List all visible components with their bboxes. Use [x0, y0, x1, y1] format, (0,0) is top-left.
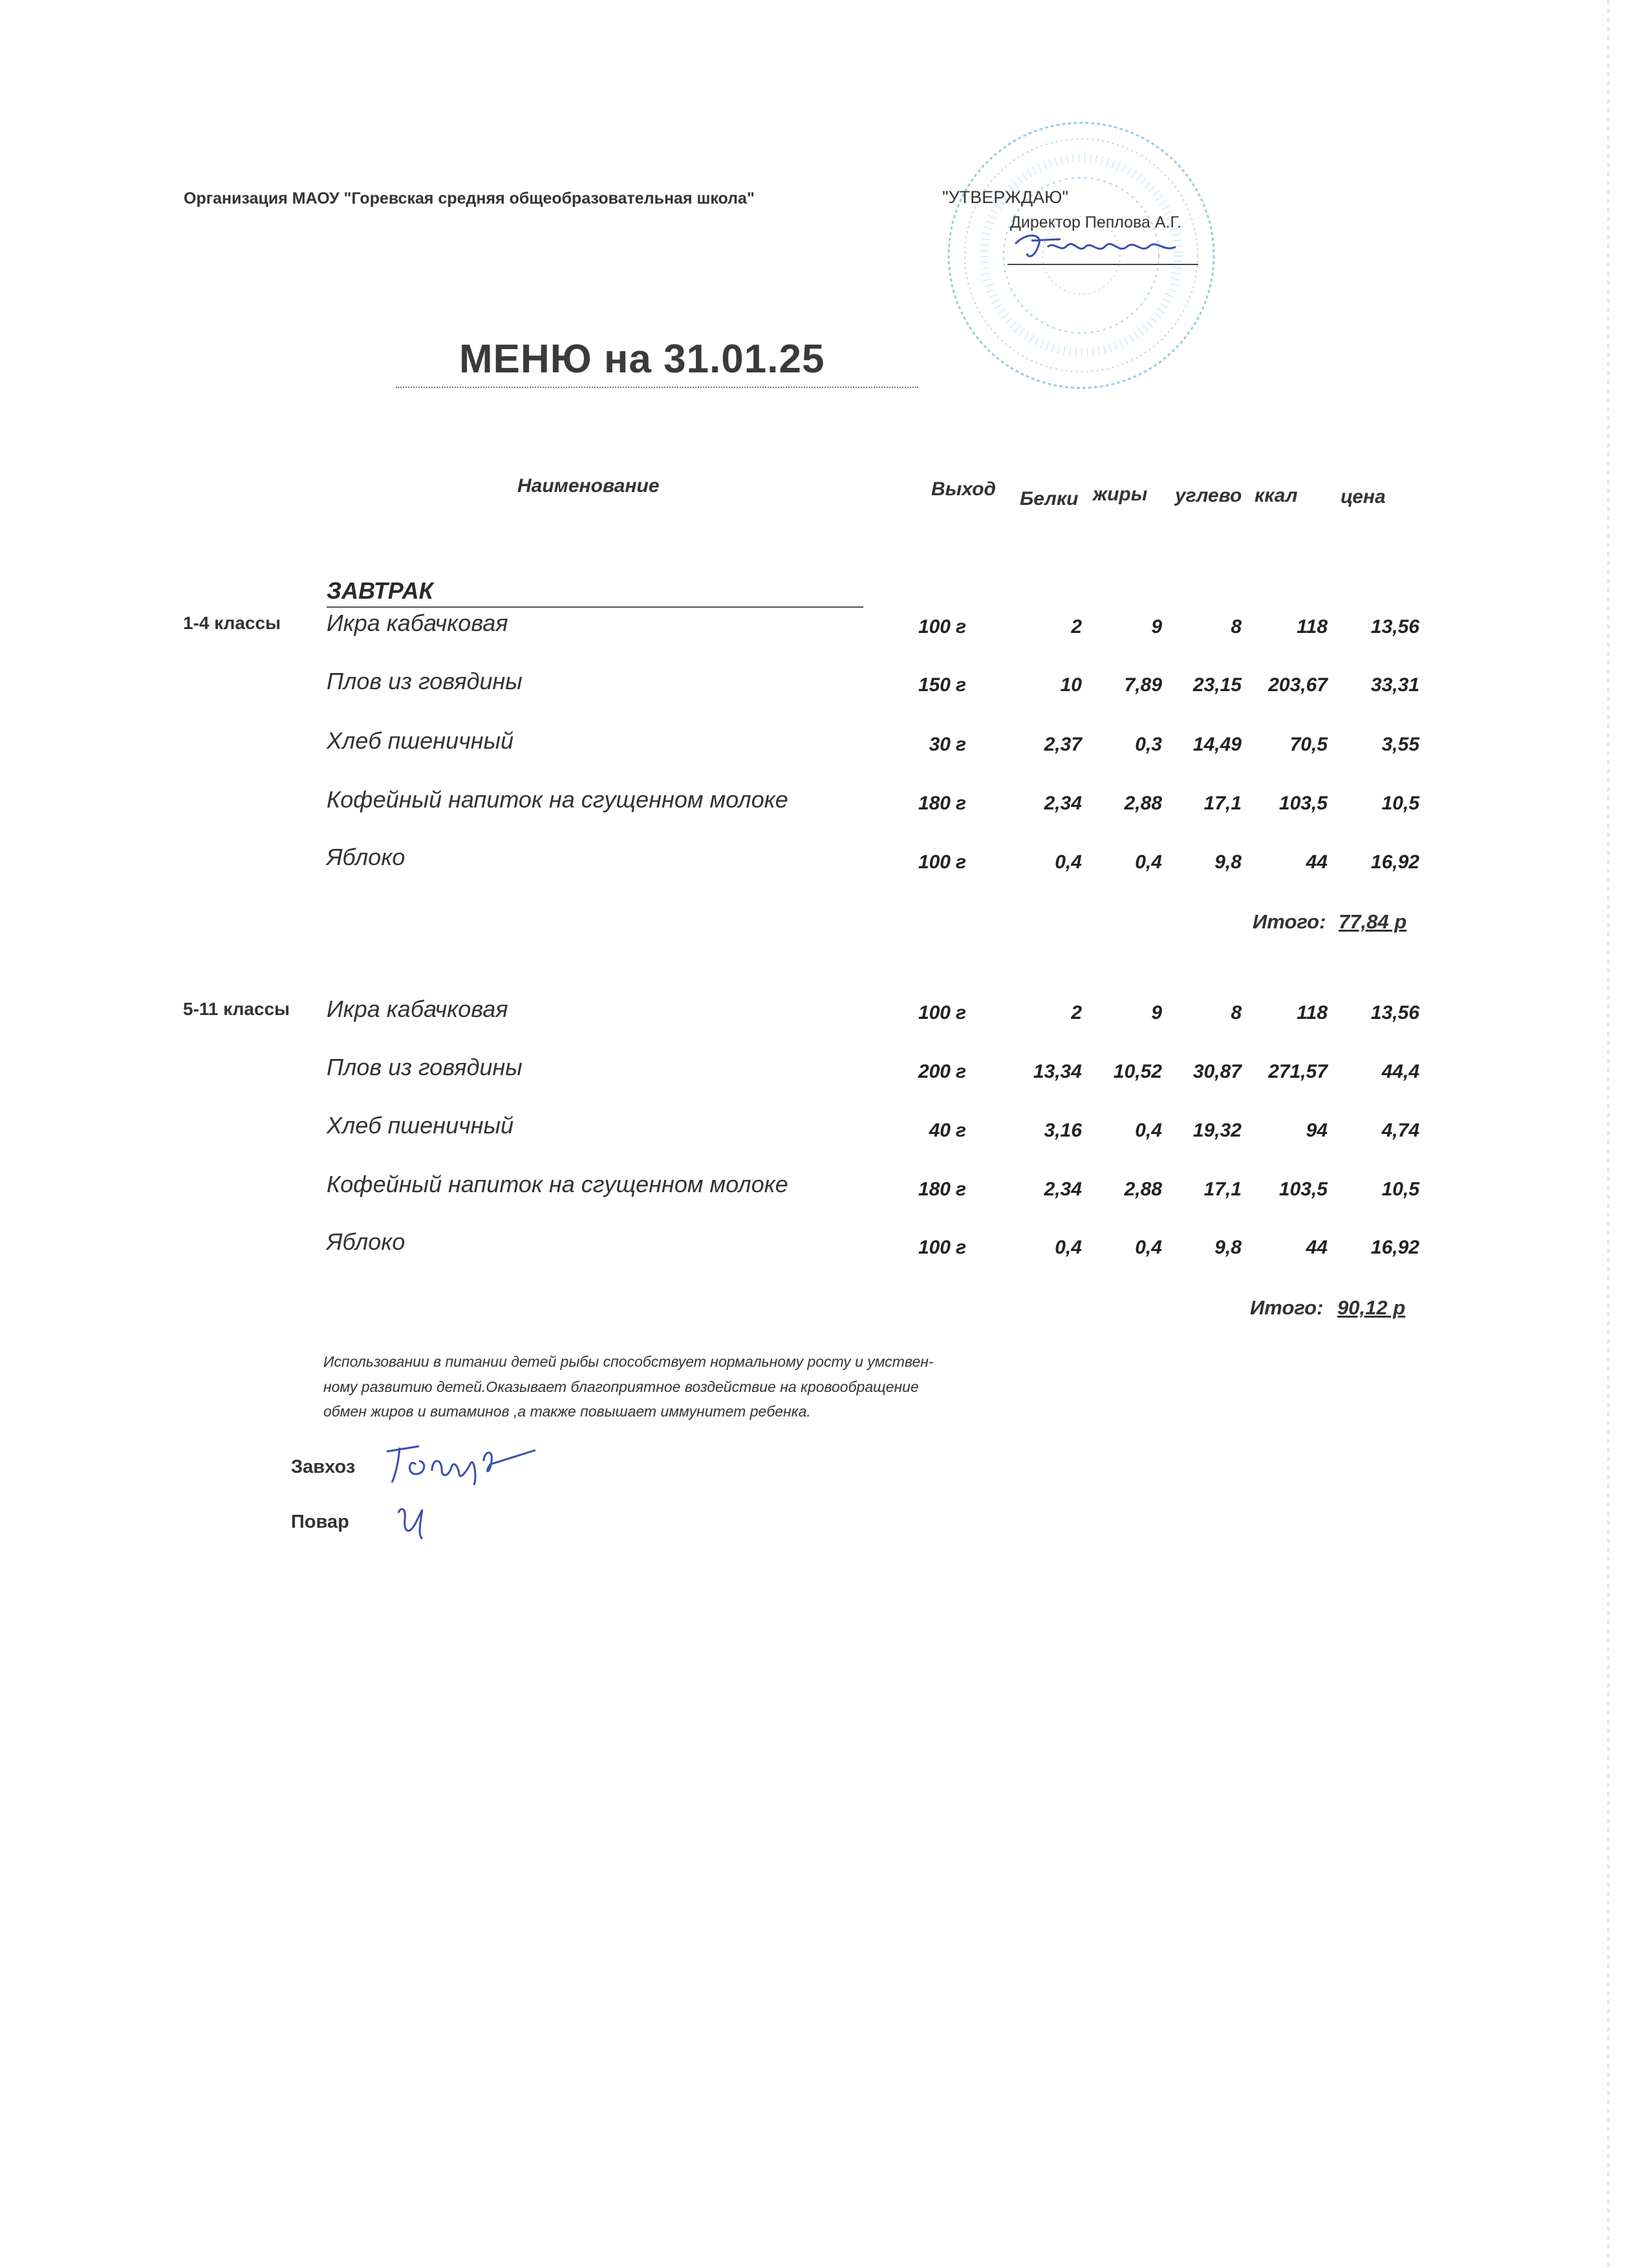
dish-protein: 13,34: [1033, 1061, 1082, 1082]
dish-unit: г: [956, 851, 967, 873]
dish-carbs: 9,8: [1214, 851, 1242, 873]
dish-protein: 2: [1071, 1002, 1082, 1023]
dish-carbs: 14,49: [1192, 734, 1242, 755]
column-header-output: Выход: [931, 478, 997, 500]
dish-amount: 100: [918, 1237, 951, 1258]
dish-fat: 7,89: [1124, 674, 1162, 696]
dish-carbs: 17,1: [1203, 793, 1242, 814]
dish-kcal: 103,5: [1278, 1179, 1328, 1200]
column-header-fat: жиры: [1093, 484, 1148, 505]
column-header-kcal: ккал: [1255, 485, 1298, 506]
dish-protein: 2,37: [1044, 734, 1082, 755]
dish-unit: г: [956, 1061, 967, 1082]
dish-unit: г: [956, 734, 967, 755]
dish-fat: 0,3: [1135, 734, 1162, 755]
dish-price: 44,4: [1381, 1061, 1419, 1082]
total-label: Итого:: [1253, 910, 1326, 933]
dish-amount: 200: [918, 1061, 951, 1082]
dish-amount: 100: [918, 851, 951, 873]
page-title: МЕНЮ на 31.01.25: [459, 337, 825, 381]
storekeeper-signature: [380, 1439, 561, 1490]
dish-name: Кофейный напиток на сгущенном молоке: [327, 1171, 788, 1197]
dish-kcal: 118: [1297, 616, 1328, 637]
dish-kcal: 103,5: [1278, 793, 1328, 814]
column-header-carbs: углево: [1175, 485, 1242, 506]
dish-price: 13,56: [1370, 616, 1419, 637]
dish-price: 13,56: [1370, 1002, 1419, 1023]
dish-name: Яблоко: [327, 844, 405, 870]
column-header-name: Наименование: [517, 475, 660, 497]
dish-unit: г: [956, 616, 967, 637]
dish-unit: г: [956, 1179, 967, 1200]
dish-protein: 3,16: [1044, 1120, 1082, 1141]
dish-name: Плов из говядины: [327, 1054, 523, 1080]
dish-fat: 0,4: [1135, 1237, 1162, 1258]
dish-fat: 0,4: [1135, 1120, 1162, 1141]
dish-amount: 30: [929, 734, 951, 755]
director-label: Директор Пеплова А.Г.: [1010, 213, 1181, 231]
total-label: Итого:: [1250, 1296, 1324, 1319]
dish-protein: 10: [1060, 674, 1082, 696]
cook-label: Повар: [291, 1512, 349, 1532]
dish-name: Плов из говядины: [327, 668, 523, 694]
dish-fat: 10,52: [1113, 1061, 1162, 1082]
dish-kcal: 44: [1306, 851, 1328, 873]
dish-fat: 2,88: [1124, 1179, 1162, 1200]
group-label-5-11: 5-11 классы: [183, 999, 290, 1019]
dish-name: Кофейный напиток на сгущенном молоке: [327, 786, 788, 813]
dish-name: Икра кабачковая: [327, 996, 508, 1022]
scan-edge: [1607, 0, 1610, 2268]
note-line: обмен жиров и витаминов ,а также повышает иммунитет ребенка.: [323, 1403, 811, 1420]
dish-amount: 180: [918, 1179, 951, 1200]
director-signature-line: [1008, 264, 1198, 265]
dish-unit: г: [956, 674, 967, 696]
dish-name: Яблоко: [327, 1228, 405, 1255]
dish-fat: 0,4: [1135, 851, 1162, 873]
note-line: Использовании в питании детей рыбы способствует нормальному росту и умствен-: [323, 1353, 934, 1370]
dish-kcal: 271,57: [1268, 1061, 1328, 1082]
dish-protein: 2: [1071, 616, 1082, 637]
dish-amount: 40: [929, 1120, 951, 1141]
dish-name: Икра кабачковая: [327, 610, 508, 636]
total-value: 77,84 р: [1339, 910, 1407, 933]
dish-carbs: 23,15: [1192, 674, 1242, 696]
dish-carbs: 19,32: [1192, 1120, 1242, 1141]
note-line: ному развитию детей.Оказывает благоприятное воздействие на кровообращение: [323, 1378, 919, 1395]
dish-price: 16,92: [1370, 1237, 1419, 1258]
dish-price: 10,5: [1381, 793, 1419, 814]
dish-kcal: 203,67: [1268, 674, 1328, 696]
organization-label: Организация МАОУ "Горевская средняя общеобразовательная школа": [184, 189, 755, 208]
dish-price: 10,5: [1381, 1179, 1419, 1200]
dish-carbs: 9,8: [1214, 1237, 1242, 1258]
dish-price: 3,55: [1381, 734, 1419, 755]
dish-fat: 2,88: [1124, 793, 1162, 814]
dish-price: 4,74: [1381, 1120, 1419, 1141]
dish-price: 33,31: [1370, 674, 1419, 696]
approve-label: "УТВЕРЖДАЮ": [942, 187, 1069, 207]
dish-name: Хлеб пшеничный: [327, 1112, 514, 1139]
dish-kcal: 44: [1306, 1237, 1328, 1258]
cook-signature: [393, 1500, 445, 1545]
dish-unit: г: [956, 1002, 967, 1023]
title-underline: [396, 387, 918, 388]
total-value: 90,12 р: [1337, 1296, 1406, 1319]
dish-kcal: 70,5: [1289, 734, 1328, 755]
dish-amount: 100: [918, 616, 951, 637]
column-header-price: цена: [1341, 486, 1386, 508]
dish-amount: 100: [918, 1002, 951, 1023]
dish-carbs: 8: [1231, 616, 1242, 637]
storekeeper-label: Завхоз: [291, 1457, 356, 1477]
meal-label: ЗАВТРАК: [327, 577, 433, 604]
group-label-1-4: 1-4 классы: [183, 613, 281, 633]
dish-carbs: 30,87: [1192, 1061, 1242, 1082]
dish-kcal: 94: [1306, 1120, 1328, 1141]
dish-amount: 180: [918, 793, 951, 814]
dish-protein: 2,34: [1044, 1179, 1082, 1200]
director-signature: [1009, 228, 1200, 266]
dish-name: Хлеб пшеничный: [327, 727, 514, 754]
dish-price: 16,92: [1370, 851, 1419, 873]
dish-protein: 0,4: [1055, 851, 1082, 873]
dish-unit: г: [956, 1237, 967, 1258]
dish-unit: г: [956, 1120, 967, 1141]
dish-protein: 2,34: [1044, 793, 1082, 814]
dish-amount: 150: [918, 674, 951, 696]
column-header-protein: Белки: [1020, 488, 1079, 509]
dish-fat: 9: [1151, 1002, 1162, 1023]
dish-fat: 9: [1151, 616, 1162, 637]
dish-carbs: 8: [1231, 1002, 1242, 1023]
dish-unit: г: [956, 793, 967, 814]
meal-underline: [327, 606, 863, 608]
dish-carbs: 17,1: [1203, 1179, 1242, 1200]
dish-kcal: 118: [1297, 1002, 1328, 1023]
dish-protein: 0,4: [1055, 1237, 1082, 1258]
